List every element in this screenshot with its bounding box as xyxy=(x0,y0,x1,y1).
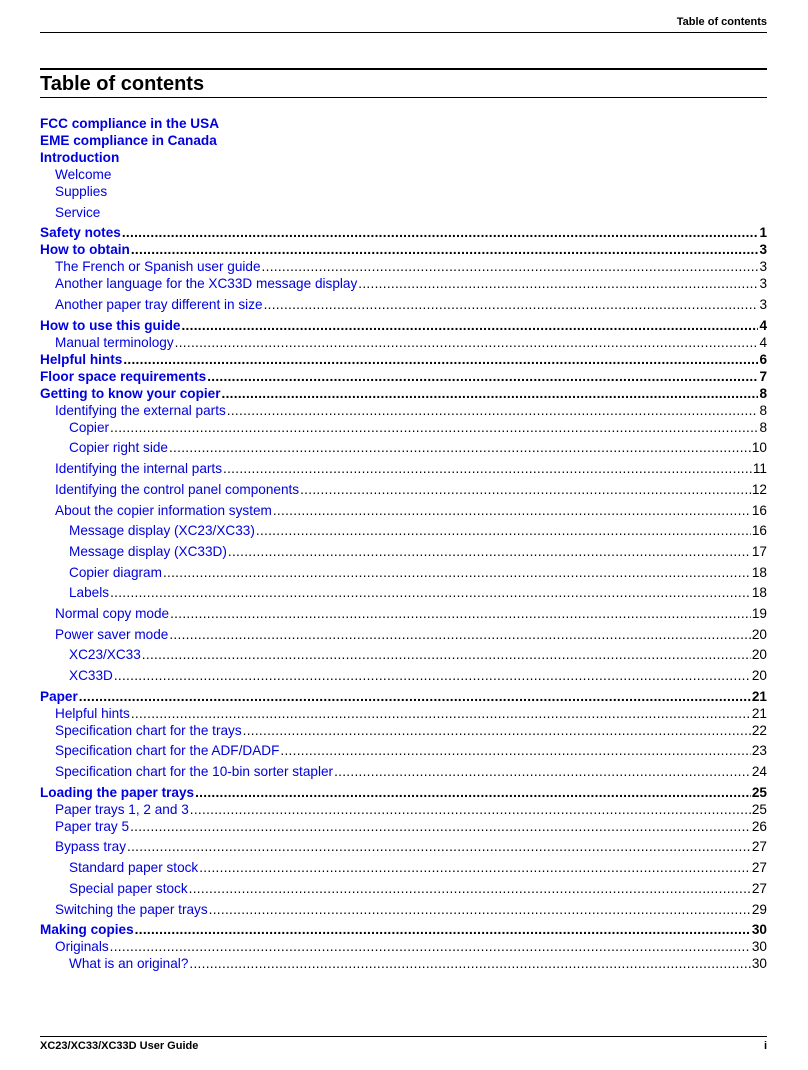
toc-entry-page: 25 xyxy=(751,801,767,817)
toc-entry-label: FCC compliance in the USA xyxy=(40,116,220,131)
toc-entry-label: Another paper tray different in size xyxy=(55,297,263,313)
toc-entry[interactable] xyxy=(40,318,767,335)
toc-entry-page: 3 xyxy=(759,242,767,258)
toc-entry[interactable] xyxy=(40,565,767,586)
table-of-contents xyxy=(40,116,767,977)
toc-dot-leader xyxy=(127,839,751,855)
toc-dot-leader xyxy=(130,819,751,835)
toc-dot-leader xyxy=(199,860,751,876)
toc-entry[interactable] xyxy=(40,205,767,226)
toc-entry-page: 16 xyxy=(751,502,767,518)
toc-entry-label: Supplies xyxy=(55,184,108,199)
toc-entry[interactable] xyxy=(40,819,767,840)
toc-entry[interactable] xyxy=(40,352,767,369)
toc-entry-label: How to use this guide xyxy=(40,317,181,333)
footer-guide-title: XC23/XC33/XC33D User Guide xyxy=(40,1040,199,1052)
toc-dot-leader xyxy=(110,420,758,436)
toc-entry-page: 23 xyxy=(751,743,767,759)
toc-entry[interactable] xyxy=(40,860,767,881)
toc-dot-leader xyxy=(110,939,751,955)
toc-entry-label: Power saver mode xyxy=(55,626,169,642)
toc-entry[interactable] xyxy=(40,369,767,386)
toc-entry[interactable] xyxy=(40,802,767,819)
toc-entry[interactable] xyxy=(40,461,767,482)
toc-entry-page: 10 xyxy=(751,440,767,456)
toc-entry-label: Paper tray 5 xyxy=(55,818,130,834)
toc-entry-label: Labels xyxy=(69,585,110,601)
toc-entry-label: XC23/XC33 xyxy=(69,647,141,663)
toc-dot-leader xyxy=(228,544,751,560)
toc-entry-label: Getting to know your copier xyxy=(40,385,221,401)
toc-entry-label: EME compliance in Canada xyxy=(40,133,217,148)
toc-entry-label: What is an original? xyxy=(69,956,189,972)
toc-entry-page: 8 xyxy=(759,385,767,401)
toc-entry-page: 3 xyxy=(759,276,767,292)
toc-entry-page: 27 xyxy=(751,839,767,855)
toc-dot-leader xyxy=(131,706,751,722)
toc-entry[interactable] xyxy=(40,585,767,606)
toc-dot-leader xyxy=(264,297,759,313)
toc-entry-label: Another language for the XC33D message display xyxy=(55,276,358,292)
toc-entry[interactable] xyxy=(40,420,767,441)
toc-entry[interactable] xyxy=(40,276,767,297)
toc-dot-leader xyxy=(190,802,751,818)
toc-entry-page: 8 xyxy=(759,419,767,435)
toc-dot-leader xyxy=(110,585,751,601)
toc-entry[interactable] xyxy=(40,689,767,706)
toc-entry-label: Paper trays 1, 2 and 3 xyxy=(55,801,189,817)
title-rule-top xyxy=(40,68,767,70)
toc-entry-label: Normal copy mode xyxy=(55,605,170,621)
toc-dot-leader xyxy=(181,318,758,334)
toc-entry-label: Safety notes xyxy=(40,225,121,241)
toc-entry-page: 26 xyxy=(751,818,767,834)
toc-entry-label: How to obtain xyxy=(40,242,130,258)
toc-dot-leader xyxy=(79,689,751,705)
toc-entry[interactable] xyxy=(40,956,767,977)
toc-entry[interactable] xyxy=(40,743,767,764)
toc-entry-label: The French or Spanish user guide xyxy=(55,259,261,275)
toc-entry[interactable] xyxy=(40,839,767,860)
toc-entry-page: 30 xyxy=(751,956,767,972)
toc-entry-label: Service xyxy=(55,204,101,220)
toc-entry-label: About the copier information system xyxy=(55,502,272,518)
toc-entry-label: Manual terminology xyxy=(55,334,174,350)
toc-entry-page: 8 xyxy=(759,402,767,418)
toc-dot-leader xyxy=(122,225,759,241)
toc-dot-leader xyxy=(189,956,750,972)
toc-dot-leader xyxy=(262,259,759,275)
toc-dot-leader xyxy=(175,335,759,351)
toc-entry-page: 17 xyxy=(751,543,767,559)
toc-entry-page: 29 xyxy=(751,901,767,917)
toc-entry[interactable] xyxy=(40,723,767,744)
toc-entry-label: Message display (XC33D) xyxy=(69,543,227,559)
toc-entry-label: Copier xyxy=(69,419,110,435)
toc-entry[interactable] xyxy=(40,482,767,503)
toc-entry-page: 25 xyxy=(751,784,767,800)
toc-entry-label: Specification chart for the trays xyxy=(55,722,242,738)
toc-entry[interactable] xyxy=(40,647,767,668)
toc-entry-page: 4 xyxy=(759,317,767,333)
toc-dot-leader xyxy=(209,902,751,918)
toc-dot-leader xyxy=(280,743,750,759)
toc-dot-leader xyxy=(273,503,751,519)
toc-entry[interactable] xyxy=(40,116,767,133)
toc-entry-page: 24 xyxy=(751,764,767,780)
toc-entry-label: Originals xyxy=(55,939,109,955)
toc-entry[interactable] xyxy=(40,606,767,627)
toc-dot-leader xyxy=(135,922,751,938)
toc-entry-label: Specification chart for the 10-bin sorter stapler xyxy=(55,764,334,780)
page-title: Table of contents xyxy=(40,73,205,95)
toc-entry-label: Copier diagram xyxy=(69,564,162,580)
toc-dot-leader xyxy=(227,403,759,419)
toc-entry-page: 20 xyxy=(751,626,767,642)
toc-entry-label: Special paper stock xyxy=(69,880,188,896)
toc-entry[interactable] xyxy=(40,150,767,167)
toc-dot-leader xyxy=(207,369,758,385)
toc-entry[interactable] xyxy=(40,881,767,902)
toc-entry[interactable] xyxy=(40,403,767,420)
toc-entry[interactable] xyxy=(40,544,767,565)
toc-dot-leader xyxy=(170,606,751,622)
toc-entry[interactable] xyxy=(40,922,767,939)
toc-entry[interactable] xyxy=(40,297,767,318)
toc-entry-page: 6 xyxy=(759,351,767,367)
toc-entry-page: 20 xyxy=(751,647,767,663)
toc-entry-page: 1 xyxy=(759,225,767,241)
toc-entry-label: Paper xyxy=(40,688,78,704)
toc-entry-label: Switching the paper trays xyxy=(55,901,208,917)
toc-entry-page: 27 xyxy=(751,880,767,896)
toc-dot-leader xyxy=(195,785,751,801)
toc-dot-leader xyxy=(223,461,752,477)
toc-entry[interactable] xyxy=(40,242,767,259)
toc-entry-label: Specification chart for the ADF/DADF xyxy=(55,743,280,759)
toc-entry-label: Welcome xyxy=(55,167,112,182)
toc-dot-leader xyxy=(169,440,751,456)
toc-entry-label: Message display (XC23/XC33) xyxy=(69,523,255,539)
toc-entry-page: 21 xyxy=(751,688,767,704)
toc-entry-label: Identifying the control panel components xyxy=(55,481,300,497)
toc-entry-page: 4 xyxy=(759,334,767,350)
toc-dot-leader xyxy=(334,764,751,780)
toc-entry-page: 3 xyxy=(759,297,767,313)
toc-dot-leader xyxy=(256,523,751,539)
toc-dot-leader xyxy=(114,668,751,684)
toc-entry-label: Copier right side xyxy=(69,440,168,456)
toc-entry[interactable] xyxy=(40,902,767,923)
toc-entry[interactable] xyxy=(40,184,767,205)
toc-entry[interactable] xyxy=(40,939,767,956)
toc-entry-label: Identifying the internal parts xyxy=(55,461,223,477)
toc-entry-label: Helpful hints xyxy=(40,351,123,367)
toc-entry[interactable] xyxy=(40,785,767,802)
toc-dot-leader xyxy=(243,723,751,739)
toc-entry-page: 7 xyxy=(759,368,767,384)
toc-entry[interactable] xyxy=(40,706,767,723)
toc-entry-label: Introduction xyxy=(40,150,120,165)
toc-entry[interactable] xyxy=(40,764,767,785)
toc-dot-leader xyxy=(300,482,751,498)
toc-entry-page: 20 xyxy=(751,668,767,683)
toc-entry[interactable] xyxy=(40,133,767,150)
toc-dot-leader xyxy=(142,647,751,663)
running-header xyxy=(40,16,767,33)
title-rule-bottom xyxy=(40,97,767,98)
toc-entry-label: Loading the paper trays xyxy=(40,784,195,800)
toc-dot-leader xyxy=(222,386,759,402)
toc-entry-label: Floor space requirements xyxy=(40,368,207,384)
toc-dot-leader xyxy=(189,881,751,897)
toc-entry-page: 3 xyxy=(759,259,767,275)
toc-entry[interactable] xyxy=(40,440,767,461)
toc-dot-leader xyxy=(169,627,751,643)
toc-entry-page: 30 xyxy=(751,922,767,938)
toc-entry[interactable] xyxy=(40,668,767,689)
toc-entry-page: 16 xyxy=(751,523,767,539)
toc-entry[interactable] xyxy=(40,627,767,648)
toc-entry[interactable] xyxy=(40,167,767,184)
toc-entry-label: Identifying the external parts xyxy=(55,402,226,418)
toc-entry-label: Making copies xyxy=(40,922,134,938)
running-footer xyxy=(40,1036,767,1052)
toc-dot-leader xyxy=(163,565,751,581)
toc-entry-page: 19 xyxy=(751,605,767,621)
toc-entry-label: Standard paper stock xyxy=(69,860,199,876)
toc-entry[interactable] xyxy=(40,335,767,352)
toc-entry-page: 11 xyxy=(752,461,767,477)
toc-entry-page: 18 xyxy=(751,564,767,580)
toc-entry[interactable] xyxy=(40,503,767,524)
toc-entry-page: 18 xyxy=(751,585,767,601)
toc-entry-label: XC33D xyxy=(69,668,113,683)
running-header-title: Table of contents xyxy=(676,16,767,28)
toc-entry-label: Helpful hints xyxy=(55,705,130,721)
toc-entry-page: 12 xyxy=(751,481,767,497)
toc-entry-page: 21 xyxy=(751,705,767,721)
toc-entry[interactable] xyxy=(40,225,767,242)
toc-dot-leader xyxy=(123,352,758,368)
toc-entry-page: 22 xyxy=(751,722,767,738)
toc-entry[interactable] xyxy=(40,259,767,276)
toc-dot-leader xyxy=(131,242,759,258)
toc-entry-page: 27 xyxy=(751,860,767,876)
toc-entry[interactable] xyxy=(40,523,767,544)
toc-entry-page: 30 xyxy=(751,939,767,955)
toc-entry-label: Bypass tray xyxy=(55,839,127,855)
toc-dot-leader xyxy=(358,276,758,292)
toc-entry[interactable] xyxy=(40,386,767,403)
footer-page-number: i xyxy=(763,1040,767,1052)
